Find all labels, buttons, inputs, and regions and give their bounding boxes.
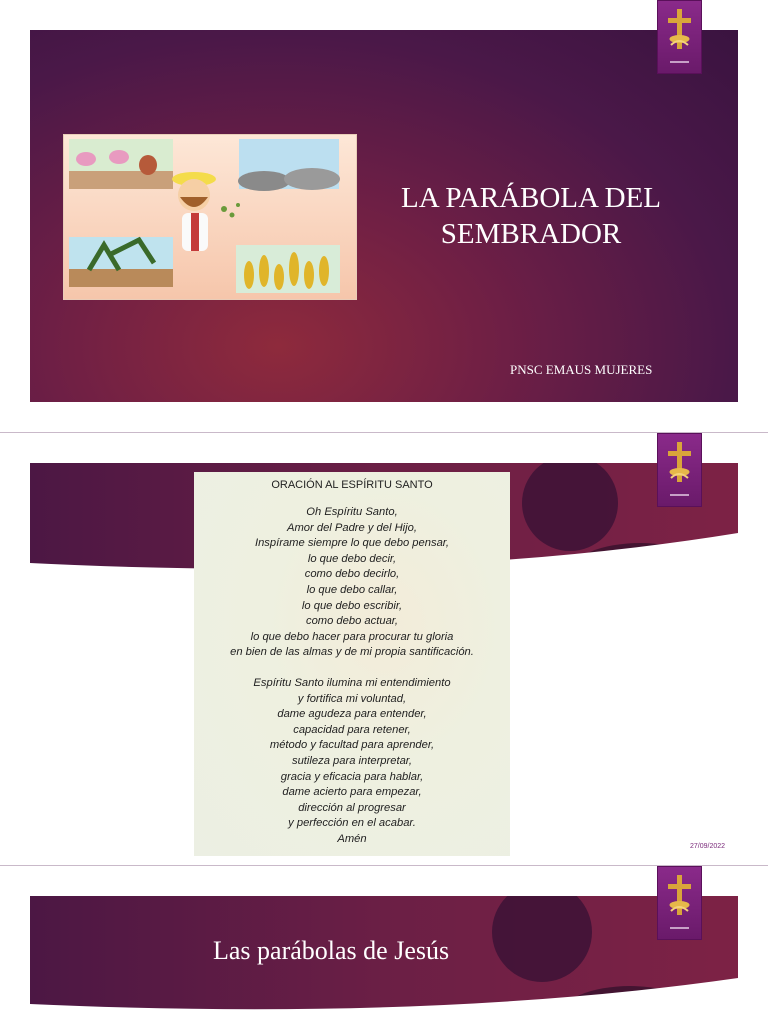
cross-logo-icon xyxy=(657,866,702,940)
prayer-line: dame acierto para empezar, xyxy=(282,786,422,799)
prayer-line: Amor del Padre y del Hijo, xyxy=(287,521,417,534)
prayer-line: como debo actuar, xyxy=(305,615,399,628)
prayer-line: gracia y eficacia para hablar, xyxy=(280,770,424,783)
prayer-line: capacidad para retener, xyxy=(293,723,411,736)
prayer-line: Inspírame siempre lo que debo pensar, xyxy=(254,537,450,550)
title-line-1: LA PARÁBOLA DEL xyxy=(401,182,661,214)
cross-logo-icon xyxy=(657,433,702,507)
prayer-card xyxy=(194,472,510,856)
prayer-line: dame agudeza para entender, xyxy=(277,708,427,721)
sower-illustration xyxy=(63,134,357,300)
prayer-line: dirección al progresar xyxy=(298,801,406,814)
prayer-stanza-2 xyxy=(194,676,510,848)
prayer-line: lo que debo escribir, xyxy=(301,599,403,612)
slide-title xyxy=(372,180,690,252)
slide-title: Las parábolas de Jesús xyxy=(213,936,450,965)
slide-date: 27/09/2022 xyxy=(690,843,726,850)
prayer-title: ORACIÓN AL ESPÍRITU SANTO xyxy=(271,479,433,491)
prayer-stanza-1 xyxy=(194,505,510,661)
cross-logo-icon xyxy=(657,0,702,74)
prayer-line: sutileza para interpretar, xyxy=(291,754,413,767)
prayer-line: y perfección en el acabar. xyxy=(288,817,416,830)
prayer-line: Amén xyxy=(337,832,367,845)
prayer-line: en bien de las almas y de mi propia santificación. xyxy=(230,646,474,659)
slide-subtitle: PNSC EMAUS MUJERES xyxy=(510,362,653,377)
prayer-line: lo que debo hacer para procurar tu gloria xyxy=(250,630,454,643)
prayer-line: como debo decirlo, xyxy=(304,568,400,581)
prayer-line: y fortifica mi voluntad, xyxy=(297,692,407,705)
title-line-2: SEMBRADOR xyxy=(440,218,622,250)
prayer-line: lo que debo callar, xyxy=(306,583,398,596)
prayer-line: Espíritu Santo ilumina mi entendimiento xyxy=(253,676,451,689)
prayer-line: lo que debo decir, xyxy=(307,552,397,565)
prayer-line: Oh Espíritu Santo, xyxy=(306,506,398,518)
prayer-line: método y facultad para aprender, xyxy=(269,739,435,752)
